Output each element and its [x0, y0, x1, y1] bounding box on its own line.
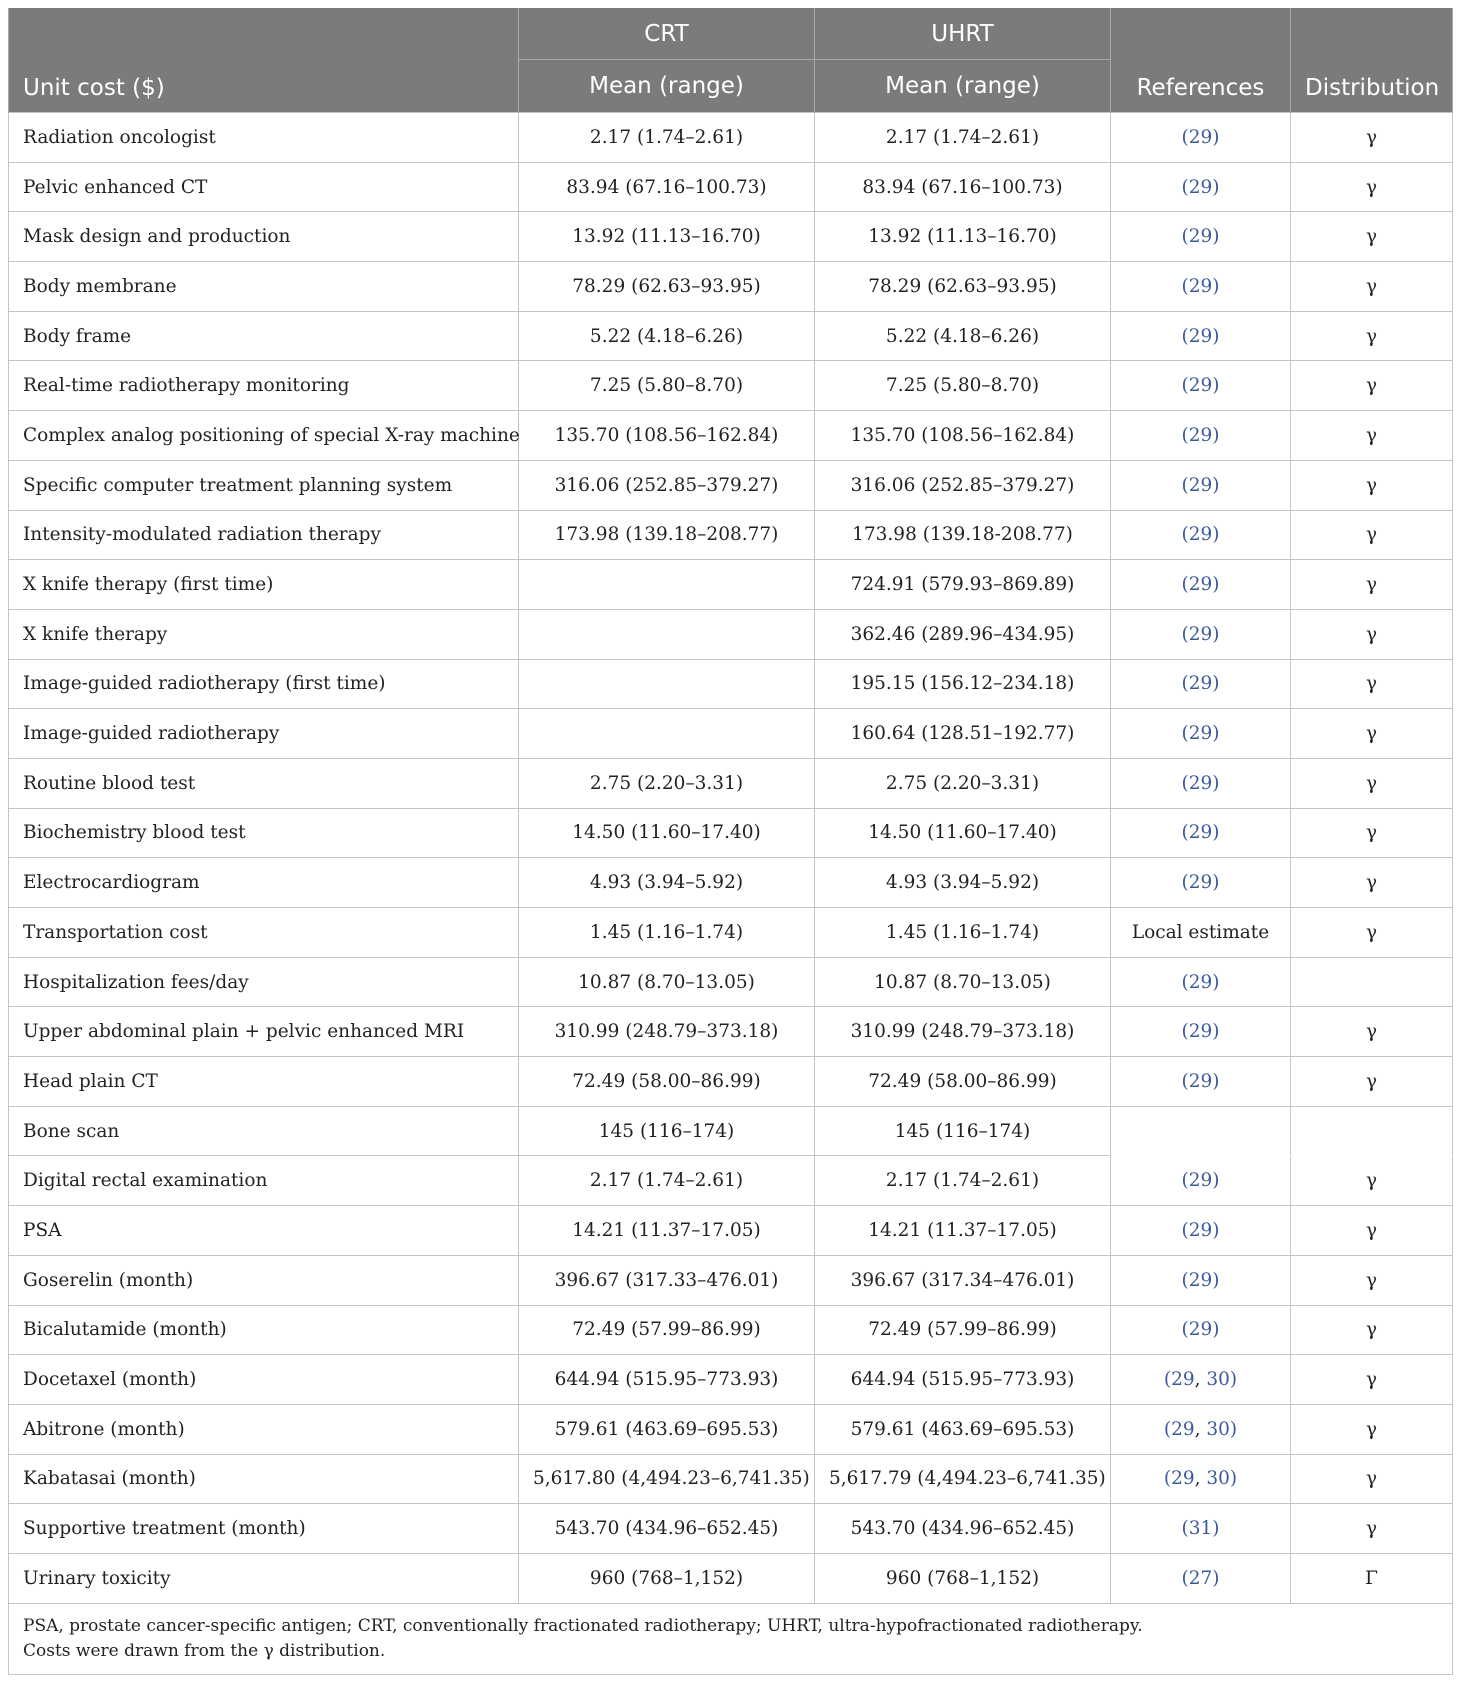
cell-uhrt-mean-range: 724.91 (579.93–869.89): [815, 560, 1111, 610]
table-row: [9, 1206, 1453, 1256]
table-row: [9, 1156, 1453, 1206]
cell-crt-mean-range: 310.99 (248.79–373.18): [519, 1007, 815, 1057]
cell-references: (29): [1111, 659, 1291, 709]
table-row: [9, 212, 1453, 262]
table-row: [9, 1255, 1453, 1305]
cell-uhrt-mean-range: 1.45 (1.16–1.74): [815, 908, 1111, 958]
cell-uhrt-mean-range: 5.22 (4.18–6.26): [815, 311, 1111, 361]
cell-crt-mean-range: 644.94 (515.95–773.93): [519, 1355, 815, 1405]
cell-references: (29): [1111, 609, 1291, 659]
cell-unit-cost-item: PSA: [9, 1206, 519, 1256]
cell-crt-mean-range: 72.49 (57.99–86.99): [519, 1305, 815, 1355]
cell-distribution: γ: [1291, 411, 1453, 461]
cell-crt-mean-range: 72.49 (58.00–86.99): [519, 1057, 815, 1107]
cell-crt-mean-range: 83.94 (67.16–100.73): [519, 162, 815, 212]
cell-unit-cost-item: Body frame: [9, 311, 519, 361]
table-row: [9, 808, 1453, 858]
table-body: [9, 113, 1453, 1604]
cell-references: (29): [1111, 709, 1291, 759]
table-footer: [9, 1603, 1453, 1674]
cell-references: (29): [1111, 1007, 1291, 1057]
cell-distribution: γ: [1291, 113, 1453, 163]
cell-references: (27): [1111, 1553, 1291, 1603]
cell-references: (29): [1111, 1057, 1291, 1107]
reference-link[interactable]: 29: [1188, 524, 1213, 546]
header-unit-cost: Unit cost ($): [9, 8, 519, 113]
reference-link[interactable]: 29: [1188, 176, 1213, 198]
cell-distribution: γ: [1291, 758, 1453, 808]
cell-references: (29): [1111, 858, 1291, 908]
cell-unit-cost-item: Electrocardiogram: [9, 858, 519, 908]
cell-uhrt-mean-range: 173.98 (139.18-208.77): [815, 510, 1111, 560]
table-header: [9, 8, 1453, 113]
table-row: [9, 1305, 1453, 1355]
reference-link[interactable]: 29: [1188, 474, 1213, 496]
cell-crt-mean-range: 173.98 (139.18–208.77): [519, 510, 815, 560]
cell-distribution: γ: [1291, 212, 1453, 262]
reference-link[interactable]: 31: [1188, 1518, 1213, 1540]
cell-references: (29, 30): [1111, 1454, 1291, 1504]
cell-references: (29): [1111, 411, 1291, 461]
cell-unit-cost-item: Intensity-modulated radiation therapy: [9, 510, 519, 560]
cell-distribution: γ: [1291, 808, 1453, 858]
cell-distribution: γ: [1291, 311, 1453, 361]
cell-crt-mean-range: 316.06 (252.85–379.27): [519, 460, 815, 510]
cell-references: (29): [1111, 262, 1291, 312]
table-row: [9, 510, 1453, 560]
unit-cost-table: [8, 8, 1453, 1675]
cell-unit-cost-item: Radiation oncologist: [9, 113, 519, 163]
cell-uhrt-mean-range: 960 (768–1,152): [815, 1553, 1111, 1603]
cell-uhrt-mean-range: 2.75 (2.20–3.31): [815, 758, 1111, 808]
cell-unit-cost-item: X knife therapy (first time): [9, 560, 519, 610]
cell-uhrt-mean-range: 83.94 (67.16–100.73): [815, 162, 1111, 212]
reference-link[interactable]: 29: [1171, 1418, 1195, 1440]
cell-distribution: γ: [1291, 1255, 1453, 1305]
cell-unit-cost-item: Complex analog positioning of special X-ray machine: [9, 411, 519, 461]
cell-uhrt-mean-range: 5,617.79 (4,494.23–6,741.35): [815, 1454, 1111, 1504]
reference-link[interactable]: 29: [1188, 872, 1213, 894]
table-row: [9, 758, 1453, 808]
cell-references: (29): [1111, 1206, 1291, 1256]
cell-unit-cost-item: Abitrone (month): [9, 1404, 519, 1454]
reference-link[interactable]: 29: [1188, 1319, 1213, 1341]
cell-unit-cost-item: X knife therapy: [9, 609, 519, 659]
cell-uhrt-mean-range: 72.49 (57.99–86.99): [815, 1305, 1111, 1355]
header-distribution: Distribution: [1291, 8, 1453, 113]
cell-distribution: γ: [1291, 609, 1453, 659]
table-row: [9, 659, 1453, 709]
cell-distribution: γ: [1291, 1206, 1453, 1256]
table-row: [9, 311, 1453, 361]
cell-crt-mean-range: [519, 560, 815, 610]
cell-references: (29): [1111, 212, 1291, 262]
reference-link[interactable]: 29: [1171, 1468, 1195, 1490]
cell-crt-mean-range: 543.70 (434.96–652.45): [519, 1504, 815, 1554]
cell-unit-cost-item: Routine blood test: [9, 758, 519, 808]
cell-references: (29): [1111, 510, 1291, 560]
table-row: [9, 113, 1453, 163]
cell-uhrt-mean-range: 2.17 (1.74–2.61): [815, 1156, 1111, 1206]
header-uhrt-mean-range: Mean (range): [815, 60, 1111, 113]
reference-link[interactable]: 30: [1206, 1418, 1230, 1440]
reference-link[interactable]: 29: [1188, 424, 1213, 446]
header-references: References: [1111, 8, 1291, 113]
reference-link[interactable]: 29: [1188, 275, 1213, 297]
cost-table-container: [8, 8, 1452, 1675]
cell-unit-cost-item: Goserelin (month): [9, 1255, 519, 1305]
cell-uhrt-mean-range: 644.94 (515.95–773.93): [815, 1355, 1111, 1405]
cell-distribution: γ: [1291, 908, 1453, 958]
cell-references: (29): [1111, 311, 1291, 361]
reference-link[interactable]: 29: [1188, 126, 1213, 148]
reference-link[interactable]: 29: [1188, 226, 1213, 248]
header-uhrt: UHRT: [815, 8, 1111, 60]
cell-uhrt-mean-range: 10.87 (8.70–13.05): [815, 957, 1111, 1007]
cell-references: (29, 30): [1111, 1404, 1291, 1454]
cell-references: (29): [1111, 560, 1291, 610]
cell-unit-cost-item: Kabatasai (month): [9, 1454, 519, 1504]
cell-references: (29): [1111, 361, 1291, 411]
reference-link[interactable]: 29: [1188, 971, 1213, 993]
cell-unit-cost-item: Supportive treatment (month): [9, 1504, 519, 1554]
cell-uhrt-mean-range: 2.17 (1.74–2.61): [815, 113, 1111, 163]
cell-unit-cost-item: Upper abdominal plain + pelvic enhanced MRI: [9, 1007, 519, 1057]
cell-distribution: γ: [1291, 659, 1453, 709]
cell-references: (29): [1111, 460, 1291, 510]
cell-distribution: γ: [1291, 1355, 1453, 1405]
cell-unit-cost-item: Docetaxel (month): [9, 1355, 519, 1405]
cell-uhrt-mean-range: 160.64 (128.51–192.77): [815, 709, 1111, 759]
cell-crt-mean-range: 78.29 (62.63–93.95): [519, 262, 815, 312]
reference-link[interactable]: 29: [1188, 1070, 1213, 1092]
header-crt: CRT: [519, 8, 815, 60]
table-row: [9, 609, 1453, 659]
cell-uhrt-mean-range: 72.49 (58.00–86.99): [815, 1057, 1111, 1107]
cell-unit-cost-item: Bone scan: [9, 1106, 519, 1156]
table-row: [9, 1355, 1453, 1405]
cell-crt-mean-range: 4.93 (3.94–5.92): [519, 858, 815, 908]
table-row: [9, 1553, 1453, 1603]
table-row: [9, 361, 1453, 411]
cell-uhrt-mean-range: 579.61 (463.69–695.53): [815, 1404, 1111, 1454]
table-row: [9, 460, 1453, 510]
cell-uhrt-mean-range: 145 (116–174): [815, 1106, 1111, 1156]
cell-distribution: γ: [1291, 1057, 1453, 1107]
cell-unit-cost-item: Urinary toxicity: [9, 1553, 519, 1603]
table-row: [9, 908, 1453, 958]
cell-distribution: γ: [1291, 361, 1453, 411]
cell-references: (29): [1111, 162, 1291, 212]
cell-crt-mean-range: 7.25 (5.80–8.70): [519, 361, 815, 411]
reference-link[interactable]: 29: [1188, 325, 1213, 347]
table-row: [9, 1007, 1453, 1057]
footnote-distribution: Costs were drawn from the γ distribution.: [23, 1640, 386, 1661]
reference-link[interactable]: 30: [1206, 1468, 1230, 1490]
table-row: [9, 1106, 1453, 1156]
cell-references: (29): [1111, 808, 1291, 858]
table-row: [9, 1454, 1453, 1504]
cell-distribution: [1291, 957, 1453, 1007]
cell-uhrt-mean-range: 310.99 (248.79–373.18): [815, 1007, 1111, 1057]
cell-crt-mean-range: 2.17 (1.74–2.61): [519, 113, 815, 163]
cell-crt-mean-range: 145 (116–174): [519, 1106, 815, 1156]
cell-crt-mean-range: [519, 609, 815, 659]
table-row: [9, 560, 1453, 610]
cell-unit-cost-item: Mask design and production: [9, 212, 519, 262]
cell-uhrt-mean-range: 13.92 (11.13–16.70): [815, 212, 1111, 262]
cell-uhrt-mean-range: 135.70 (108.56–162.84): [815, 411, 1111, 461]
cell-distribution: γ: [1291, 1007, 1453, 1057]
cell-distribution: γ: [1291, 560, 1453, 610]
cell-references: (29): [1111, 1305, 1291, 1355]
cell-uhrt-mean-range: 195.15 (156.12–234.18): [815, 659, 1111, 709]
cell-distribution: Γ: [1291, 1553, 1453, 1603]
cell-crt-mean-range: 13.92 (11.13–16.70): [519, 212, 815, 262]
table-row: [9, 957, 1453, 1007]
reference-link[interactable]: 29: [1188, 1219, 1213, 1241]
cell-distribution: γ: [1291, 1454, 1453, 1504]
reference-link[interactable]: 30: [1206, 1369, 1230, 1391]
cell-uhrt-mean-range: 396.67 (317.34–476.01): [815, 1255, 1111, 1305]
cell-references: (29): [1111, 1156, 1291, 1206]
cell-uhrt-mean-range: 316.06 (252.85–379.27): [815, 460, 1111, 510]
cell-uhrt-mean-range: 543.70 (434.96–652.45): [815, 1504, 1111, 1554]
reference-link[interactable]: 29: [1188, 822, 1213, 844]
reference-link[interactable]: 29: [1188, 1269, 1213, 1291]
table-row: [9, 262, 1453, 312]
cell-crt-mean-range: 135.70 (108.56–162.84): [519, 411, 815, 461]
table-row: [9, 1404, 1453, 1454]
cell-crt-mean-range: 5,617.80 (4,494.23–6,741.35): [519, 1454, 815, 1504]
cell-distribution: [1291, 1106, 1453, 1156]
cell-distribution: γ: [1291, 709, 1453, 759]
cell-references: (29): [1111, 957, 1291, 1007]
cell-crt-mean-range: 2.17 (1.74–2.61): [519, 1156, 815, 1206]
reference-link[interactable]: 29: [1188, 723, 1213, 745]
cell-unit-cost-item: Image-guided radiotherapy (first time): [9, 659, 519, 709]
cell-crt-mean-range: 960 (768–1,152): [519, 1553, 815, 1603]
cell-unit-cost-item: Hospitalization fees/day: [9, 957, 519, 1007]
cell-crt-mean-range: 10.87 (8.70–13.05): [519, 957, 815, 1007]
table-row: [9, 1057, 1453, 1107]
cell-distribution: γ: [1291, 162, 1453, 212]
cell-unit-cost-item: Bicalutamide (month): [9, 1305, 519, 1355]
cell-uhrt-mean-range: 14.50 (11.60–17.40): [815, 808, 1111, 858]
cell-unit-cost-item: Digital rectal examination: [9, 1156, 519, 1206]
cell-uhrt-mean-range: 78.29 (62.63–93.95): [815, 262, 1111, 312]
cell-references: (31): [1111, 1504, 1291, 1554]
cell-unit-cost-item: Transportation cost: [9, 908, 519, 958]
reference-link[interactable]: 29: [1171, 1369, 1195, 1391]
cell-distribution: γ: [1291, 262, 1453, 312]
cell-distribution: γ: [1291, 1404, 1453, 1454]
cell-crt-mean-range: 1.45 (1.16–1.74): [519, 908, 815, 958]
cell-crt-mean-range: 579.61 (463.69–695.53): [519, 1404, 815, 1454]
table-row: [9, 162, 1453, 212]
cell-uhrt-mean-range: 7.25 (5.80–8.70): [815, 361, 1111, 411]
footnote-abbreviations: PSA, prostate cancer-specific antigen; CRT, conventionally fractionated radiotherapy; UHRT, ultra-hypofractionated radiotherapy.: [23, 1615, 1143, 1636]
cell-crt-mean-range: 2.75 (2.20–3.31): [519, 758, 815, 808]
cell-distribution: γ: [1291, 1156, 1453, 1206]
cell-unit-cost-item: Image-guided radiotherapy: [9, 709, 519, 759]
cell-references: (29): [1111, 758, 1291, 808]
cell-unit-cost-item: Real-time radiotherapy monitoring: [9, 361, 519, 411]
cell-crt-mean-range: 396.67 (317.33–476.01): [519, 1255, 815, 1305]
cell-distribution: γ: [1291, 1504, 1453, 1554]
cell-references: [1111, 1106, 1291, 1156]
cell-uhrt-mean-range: 362.46 (289.96–434.95): [815, 609, 1111, 659]
reference-link[interactable]: 29: [1188, 623, 1213, 645]
header-crt-mean-range: Mean (range): [519, 60, 815, 113]
table-row: [9, 709, 1453, 759]
cell-unit-cost-item: Body membrane: [9, 262, 519, 312]
reference-link[interactable]: 29: [1188, 1170, 1213, 1192]
cell-crt-mean-range: [519, 659, 815, 709]
cell-distribution: γ: [1291, 1305, 1453, 1355]
cell-uhrt-mean-range: 4.93 (3.94–5.92): [815, 858, 1111, 908]
footnote: [9, 1603, 1453, 1674]
cell-crt-mean-range: 14.50 (11.60–17.40): [519, 808, 815, 858]
cell-distribution: γ: [1291, 460, 1453, 510]
table-row: [9, 411, 1453, 461]
cell-uhrt-mean-range: 14.21 (11.37–17.05): [815, 1206, 1111, 1256]
cell-unit-cost-item: Pelvic enhanced CT: [9, 162, 519, 212]
cell-unit-cost-item: Biochemistry blood test: [9, 808, 519, 858]
cell-unit-cost-item: Specific computer treatment planning system: [9, 460, 519, 510]
cell-references: Local estimate: [1111, 908, 1291, 958]
cell-distribution: γ: [1291, 858, 1453, 908]
cell-distribution: γ: [1291, 510, 1453, 560]
reference-link[interactable]: 29: [1188, 574, 1213, 596]
cell-references: (29): [1111, 113, 1291, 163]
reference-link[interactable]: 29: [1188, 772, 1213, 794]
table-row: [9, 858, 1453, 908]
reference-link[interactable]: 29: [1188, 673, 1213, 695]
cell-references: (29, 30): [1111, 1355, 1291, 1405]
cell-references: (29): [1111, 1255, 1291, 1305]
cell-crt-mean-range: 14.21 (11.37–17.05): [519, 1206, 815, 1256]
cell-crt-mean-range: [519, 709, 815, 759]
reference-link[interactable]: 29: [1188, 1021, 1213, 1043]
reference-link[interactable]: 29: [1188, 375, 1213, 397]
reference-link[interactable]: 27: [1188, 1567, 1213, 1589]
cell-crt-mean-range: 5.22 (4.18–6.26): [519, 311, 815, 361]
cell-unit-cost-item: Head plain CT: [9, 1057, 519, 1107]
table-row: [9, 1504, 1453, 1554]
